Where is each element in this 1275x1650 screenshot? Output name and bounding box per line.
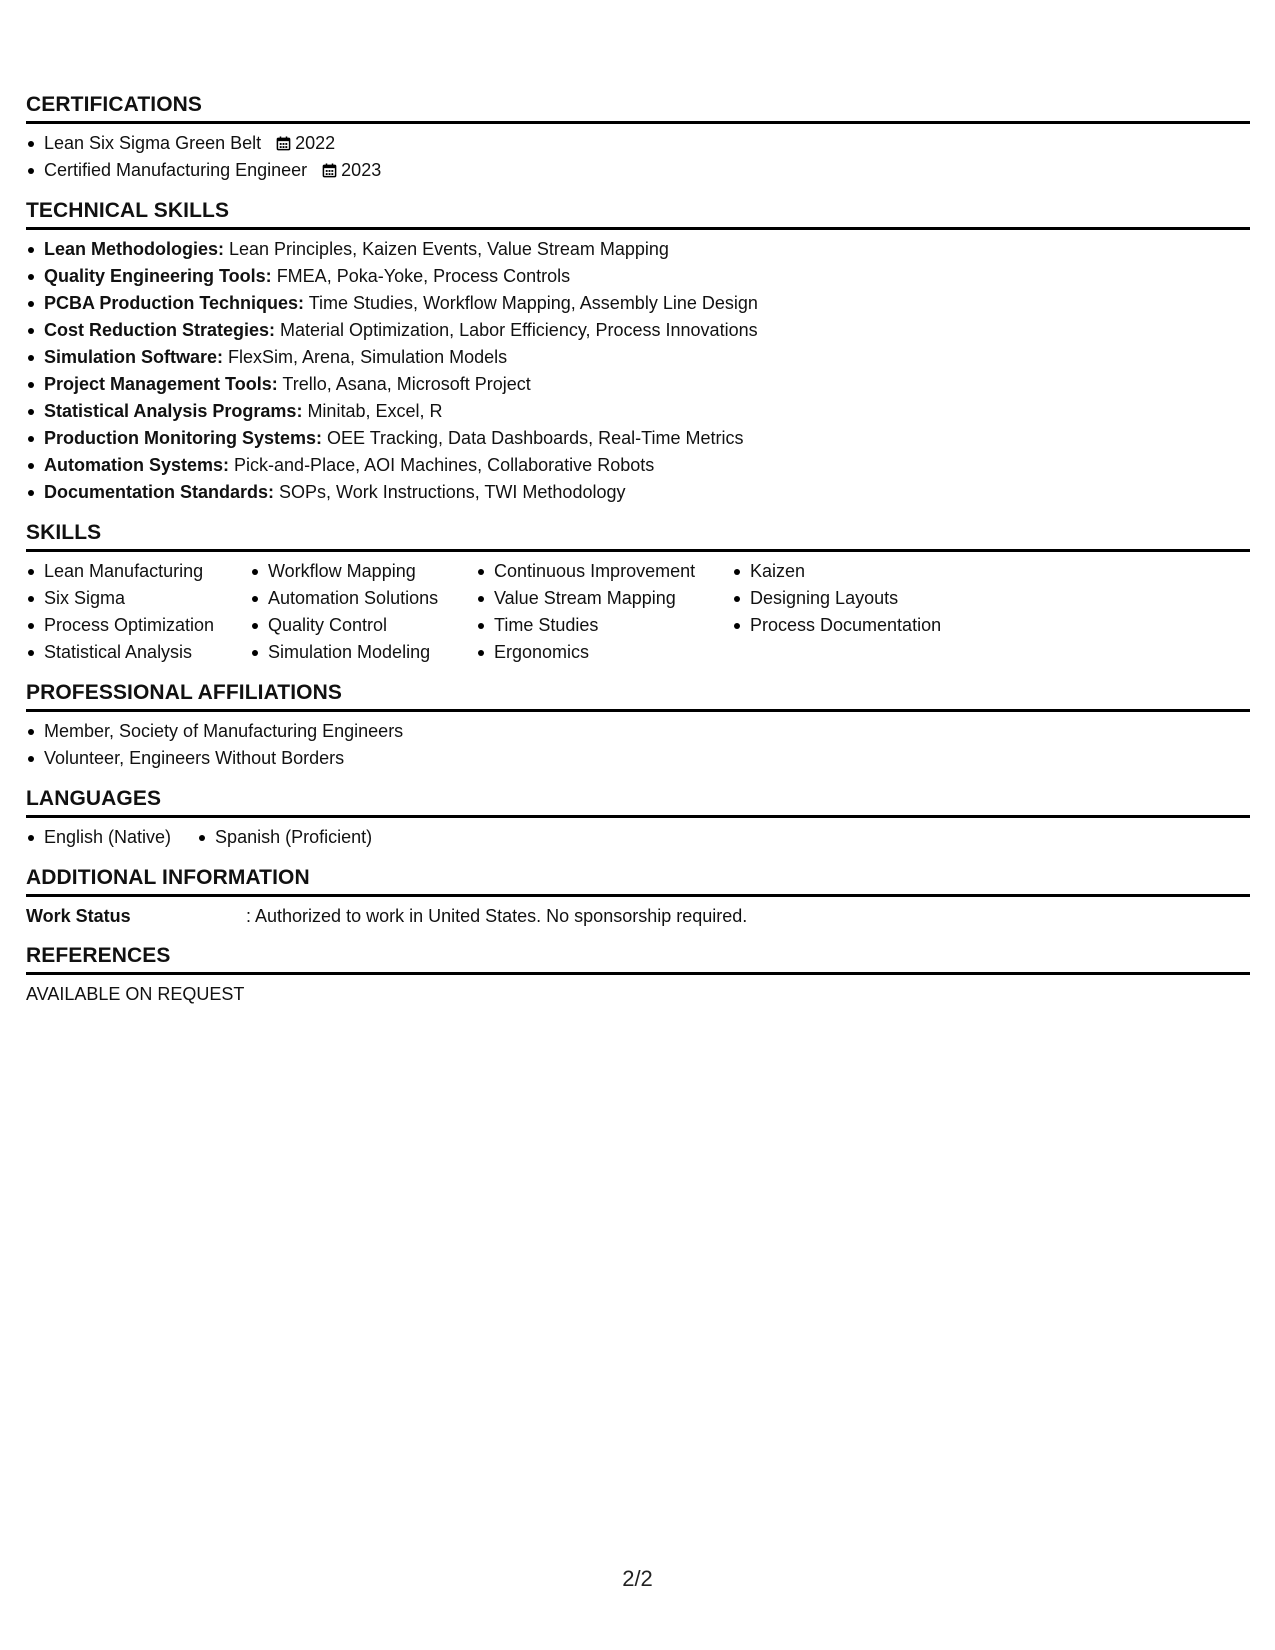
affiliations-section: [26, 681, 1250, 772]
skill-item: Statistical Analysis: [26, 639, 250, 666]
skill-item: Designing Layouts: [732, 585, 992, 612]
technical-skill-values: Trello, Asana, Microsoft Project: [277, 374, 531, 394]
skills-grid: [26, 558, 1250, 666]
technical-skill-values: Lean Principles, Kaizen Events, Value Stream Mapping: [224, 239, 669, 259]
skills-column: [476, 558, 732, 666]
certifications-section: [26, 93, 1250, 184]
references-section: [26, 944, 1250, 1007]
certification-item: [26, 130, 1250, 157]
technical-skills-heading: TECHNICAL SKILLS: [26, 199, 1250, 230]
certification-year: 2023: [341, 160, 382, 180]
resume-page: [26, 93, 1250, 1022]
technical-skill-item: [26, 479, 1250, 506]
language-item: English (Native): [26, 824, 171, 851]
certification-item: [26, 157, 1250, 184]
technical-skill-item: [26, 398, 1250, 425]
additional-info-section: [26, 866, 1250, 929]
skill-item: Process Documentation: [732, 612, 992, 639]
technical-skill-category: Automation Systems:: [44, 455, 230, 475]
certification-year: 2022: [295, 133, 336, 153]
technical-skill-item: [26, 344, 1250, 371]
technical-skill-category: Statistical Analysis Programs:: [44, 401, 303, 421]
language-item: Spanish (Proficient): [197, 824, 372, 851]
technical-skill-item: [26, 371, 1250, 398]
skill-item: Simulation Modeling: [250, 639, 476, 666]
technical-skills-section: [26, 199, 1250, 506]
skill-item: Six Sigma: [26, 585, 250, 612]
affiliations-heading: PROFESSIONAL AFFILIATIONS: [26, 681, 1250, 712]
technical-skill-values: FMEA, Poka-Yoke, Process Controls: [271, 266, 571, 286]
calendar-icon: [276, 136, 291, 151]
certifications-list: [26, 130, 1250, 184]
skill-item: Value Stream Mapping: [476, 585, 732, 612]
technical-skill-item: [26, 317, 1250, 344]
technical-skill-category: Documentation Standards:: [44, 482, 275, 502]
technical-skill-values: OEE Tracking, Data Dashboards, Real-Time Metrics: [322, 428, 744, 448]
affiliation-item: Member, Society of Manufacturing Engineers: [26, 718, 1250, 745]
work-status-value: : Authorized to work in United States. No sponsorship required.: [246, 906, 748, 926]
technical-skill-item: [26, 290, 1250, 317]
languages-heading: LANGUAGES: [26, 787, 1250, 818]
technical-skill-item: [26, 425, 1250, 452]
skill-item: Workflow Mapping: [250, 558, 476, 585]
technical-skill-item: [26, 236, 1250, 263]
technical-skill-category: Simulation Software:: [44, 347, 224, 367]
technical-skill-values: Material Optimization, Labor Efficiency, Process Innovations: [275, 320, 758, 340]
technical-skill-values: Minitab, Excel, R: [302, 401, 443, 421]
skills-column: [732, 558, 992, 666]
affiliations-list: [26, 718, 1250, 772]
references-text: AVAILABLE ON REQUEST: [26, 984, 245, 1004]
technical-skill-values: Time Studies, Workflow Mapping, Assembly Line Design: [304, 293, 758, 313]
certifications-heading: CERTIFICATIONS: [26, 93, 1250, 124]
languages-section: [26, 787, 1250, 851]
technical-skill-category: PCBA Production Techniques:: [44, 293, 305, 313]
technical-skill-category: Production Monitoring Systems:: [44, 428, 323, 448]
skill-item: Continuous Improvement: [476, 558, 732, 585]
work-status-label: Work Status: [26, 906, 131, 926]
technical-skill-category: Project Management Tools:: [44, 374, 278, 394]
skill-item: Ergonomics: [476, 639, 732, 666]
skills-heading: SKILLS: [26, 521, 1250, 552]
technical-skill-values: SOPs, Work Instructions, TWI Methodology: [274, 482, 626, 502]
affiliation-item: Volunteer, Engineers Without Borders: [26, 745, 1250, 772]
references-heading: REFERENCES: [26, 944, 1250, 975]
technical-skill-item: [26, 263, 1250, 290]
technical-skill-category: Lean Methodologies:: [44, 239, 224, 259]
skills-section: [26, 521, 1250, 666]
skill-item: Automation Solutions: [250, 585, 476, 612]
page-number: 2/2: [622, 1566, 653, 1591]
additional-info-heading: ADDITIONAL INFORMATION: [26, 866, 1250, 897]
skill-item: Quality Control: [250, 612, 476, 639]
technical-skills-list: [26, 236, 1250, 506]
work-status-row: [26, 903, 1250, 929]
skill-item: Kaizen: [732, 558, 992, 585]
technical-skill-category: Quality Engineering Tools:: [44, 266, 272, 286]
certification-name: Certified Manufacturing Engineer: [44, 160, 308, 180]
skills-column: [250, 558, 476, 666]
skills-column: [26, 558, 250, 666]
skill-item: Time Studies: [476, 612, 732, 639]
technical-skill-category: Cost Reduction Strategies:: [44, 320, 276, 340]
technical-skill-values: Pick-and-Place, AOI Machines, Collaborative Robots: [229, 455, 655, 475]
technical-skill-item: [26, 452, 1250, 479]
technical-skill-values: FlexSim, Arena, Simulation Models: [223, 347, 508, 367]
calendar-icon: [322, 163, 337, 178]
skill-item: Lean Manufacturing: [26, 558, 250, 585]
languages-list: [26, 824, 1250, 851]
certification-name: Lean Six Sigma Green Belt: [44, 133, 262, 153]
skill-item: Process Optimization: [26, 612, 250, 639]
